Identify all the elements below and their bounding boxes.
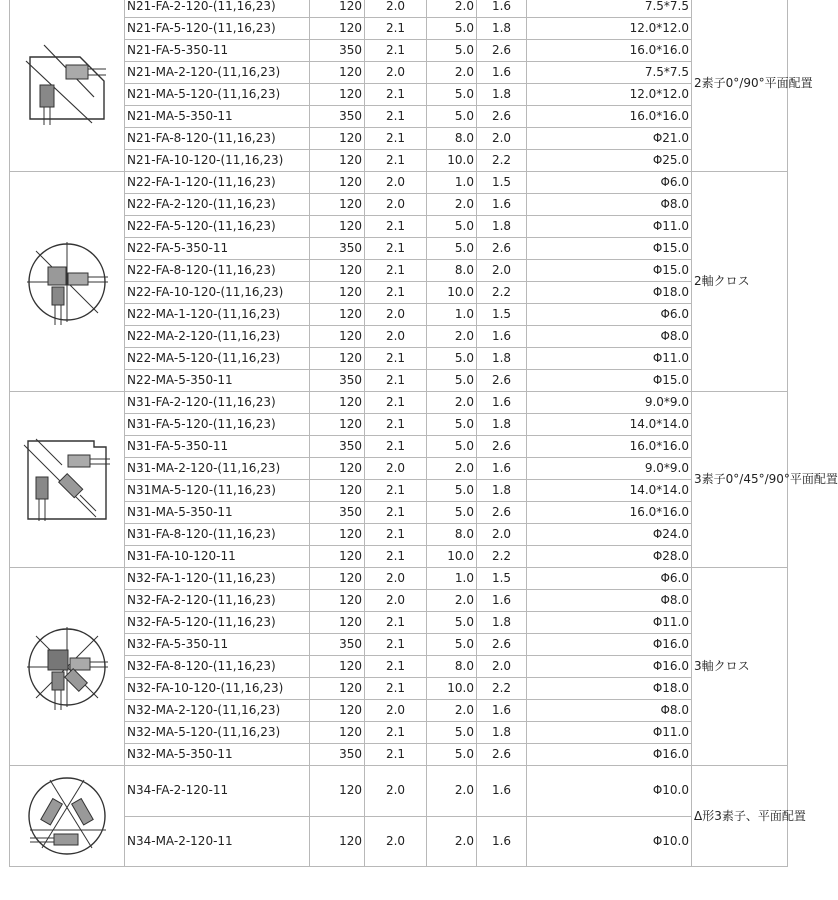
gauge-width: 2.6 [477,634,527,656]
base-size: Φ24.0 [527,524,692,546]
resistance: 350 [310,744,365,766]
resistance: 350 [310,106,365,128]
base-size: Φ8.0 [527,326,692,348]
gauge-factor: 2.1 [365,238,427,260]
gauge-width: 1.8 [477,612,527,634]
table-row [10,106,788,128]
gauge-width: 1.6 [477,194,527,216]
table-row [10,62,788,84]
gauge-width: 1.8 [477,84,527,106]
gauge-factor: 2.1 [365,612,427,634]
resistance: 350 [310,436,365,458]
gauge-width: 1.6 [477,766,527,817]
gauge-length: 5.0 [427,370,477,392]
gauge-factor: 2.0 [365,590,427,612]
base-size: Φ6.0 [527,568,692,590]
table-row [10,656,788,678]
gauge-width: 1.6 [477,62,527,84]
base-size: Φ16.0 [527,744,692,766]
gauge-length: 5.0 [427,40,477,62]
base-size: Φ21.0 [527,128,692,150]
gauge-factor: 2.0 [365,194,427,216]
gauge-width: 2.6 [477,502,527,524]
remark: 3素子0°/45°/90°平面配置 [692,392,788,568]
model-name: N31-FA-5-350-11 [125,436,310,458]
gauge-width: 2.6 [477,744,527,766]
model-name: N31MA-5-120-(11,16,23) [125,480,310,502]
table-row [10,348,788,370]
base-size: 16.0*16.0 [527,40,692,62]
resistance: 120 [310,282,365,304]
resistance: 120 [310,656,365,678]
base-size: Φ11.0 [527,612,692,634]
gauge-length: 5.0 [427,480,477,502]
table-row [10,0,788,18]
base-size: Φ8.0 [527,590,692,612]
gauge-factor: 2.1 [365,656,427,678]
gauge-length: 1.0 [427,568,477,590]
gauge-factor: 2.1 [365,392,427,414]
image-cell [10,766,125,867]
resistance: 120 [310,678,365,700]
gauge-width: 1.6 [477,0,527,18]
gauge-length: 2.0 [427,392,477,414]
gauge-factor: 2.1 [365,634,427,656]
resistance: 350 [310,502,365,524]
gauge-factor: 2.1 [365,678,427,700]
resistance: 120 [310,458,365,480]
gauge-length: 8.0 [427,524,477,546]
gauge-length: 1.0 [427,172,477,194]
gauge-length: 2.0 [427,590,477,612]
gauge-factor: 2.1 [365,106,427,128]
base-size: 9.0*9.0 [527,458,692,480]
gauge-width: 1.6 [477,326,527,348]
base-size: Φ10.0 [527,766,692,817]
resistance: 120 [310,62,365,84]
table-row [10,766,788,817]
gauge-factor: 2.1 [365,282,427,304]
gauge-length: 5.0 [427,84,477,106]
gauge-factor: 2.1 [365,18,427,40]
image-cell [10,392,125,568]
table-row [10,744,788,766]
resistance: 120 [310,766,365,817]
remark: Δ形3素子、平面配置 [692,766,788,867]
gauge-width: 2.6 [477,106,527,128]
gauge-factor: 2.1 [365,744,427,766]
resistance: 120 [310,304,365,326]
resistance: 120 [310,816,365,867]
gauge-length: 5.0 [427,722,477,744]
base-size: Φ6.0 [527,172,692,194]
gauge-factor: 2.0 [365,568,427,590]
gauge-width: 2.2 [477,678,527,700]
model-name: N21-FA-10-120-(11,16,23) [125,150,310,172]
gauge-width: 1.6 [477,392,527,414]
resistance: 120 [310,612,365,634]
table-row [10,40,788,62]
base-size: Φ25.0 [527,150,692,172]
gauge-factor: 2.0 [365,0,427,18]
gauge-length: 10.0 [427,282,477,304]
table-row [10,326,788,348]
table-row [10,816,788,867]
model-name: N31-FA-2-120-(11,16,23) [125,392,310,414]
model-name: N22-MA-2-120-(11,16,23) [125,326,310,348]
gauge-width: 1.8 [477,414,527,436]
resistance: 120 [310,392,365,414]
gauge-length: 2.0 [427,194,477,216]
model-name: N22-FA-5-120-(11,16,23) [125,216,310,238]
base-size: 7.5*7.5 [527,0,692,18]
image-cell [10,172,125,392]
gauge-length: 5.0 [427,612,477,634]
gauge-length: 5.0 [427,436,477,458]
model-name: N22-FA-8-120-(11,16,23) [125,260,310,282]
gauge-width: 2.0 [477,128,527,150]
model-name: N22-MA-5-120-(11,16,23) [125,348,310,370]
base-size: 16.0*16.0 [527,106,692,128]
gauge-length: 10.0 [427,546,477,568]
gauge-length: 10.0 [427,678,477,700]
gauge-width: 2.2 [477,150,527,172]
gauge-factor: 2.1 [365,128,427,150]
resistance: 120 [310,700,365,722]
gauge-length: 5.0 [427,238,477,260]
table-row [10,480,788,502]
table-row [10,458,788,480]
gauge-length: 2.0 [427,700,477,722]
base-size: Φ18.0 [527,282,692,304]
base-size: 9.0*9.0 [527,392,692,414]
model-name: N32-FA-5-350-11 [125,634,310,656]
base-size: Φ18.0 [527,678,692,700]
gauge-length: 8.0 [427,128,477,150]
model-name: N22-FA-5-350-11 [125,238,310,260]
image-cell [10,568,125,766]
resistance: 350 [310,634,365,656]
table-row [10,216,788,238]
model-name: N32-FA-1-120-(11,16,23) [125,568,310,590]
table-row [10,304,788,326]
model-name: N32-FA-10-120-(11,16,23) [125,678,310,700]
gauge-width: 1.8 [477,18,527,40]
resistance: 120 [310,326,365,348]
gauge-factor: 2.1 [365,480,427,502]
model-name: N21-FA-5-120-(11,16,23) [125,18,310,40]
gauge-width: 1.6 [477,458,527,480]
gauge-width: 1.8 [477,722,527,744]
table-row [10,84,788,106]
base-size: 16.0*16.0 [527,502,692,524]
gauge-factor: 2.1 [365,502,427,524]
gauge-factor: 2.0 [365,172,427,194]
table-row [10,568,788,590]
table-row [10,392,788,414]
resistance: 120 [310,194,365,216]
base-size: Φ15.0 [527,370,692,392]
resistance: 120 [310,18,365,40]
gauge-length: 5.0 [427,414,477,436]
gauge-length: 5.0 [427,348,477,370]
gauge-length: 5.0 [427,634,477,656]
table-row [10,700,788,722]
table-row [10,128,788,150]
gauge-factor: 2.0 [365,766,427,817]
gauge-width: 1.8 [477,216,527,238]
model-name: N21-MA-5-350-11 [125,106,310,128]
resistance: 120 [310,568,365,590]
base-size: Φ16.0 [527,656,692,678]
gauge-factor: 2.1 [365,722,427,744]
model-name: N32-MA-5-350-11 [125,744,310,766]
resistance: 120 [310,722,365,744]
gauge-length: 5.0 [427,502,477,524]
image-cell [10,0,125,172]
remark: 2素子0°/90°平面配置 [692,0,788,172]
gauge-width: 2.0 [477,656,527,678]
table-row [10,634,788,656]
gauge-width: 2.6 [477,436,527,458]
model-name: N32-FA-2-120-(11,16,23) [125,590,310,612]
base-size: Φ11.0 [527,722,692,744]
base-size: Φ11.0 [527,216,692,238]
gauge-factor: 2.0 [365,816,427,867]
model-name: N22-MA-1-120-(11,16,23) [125,304,310,326]
table-row [10,414,788,436]
gauge-factor: 2.1 [365,524,427,546]
gauge-length: 2.0 [427,816,477,867]
table-row [10,590,788,612]
resistance: 120 [310,128,365,150]
gauge-factor: 2.0 [365,62,427,84]
gauge-factor: 2.1 [365,260,427,282]
model-name: N31-MA-2-120-(11,16,23) [125,458,310,480]
gauge-factor: 2.1 [365,436,427,458]
model-name: N34-MA-2-120-11 [125,816,310,867]
table-row [10,172,788,194]
resistance: 120 [310,546,365,568]
gauge-factor: 2.0 [365,304,427,326]
gauge-length: 2.0 [427,766,477,817]
table-row [10,502,788,524]
gauge-length: 5.0 [427,744,477,766]
model-name: N32-FA-8-120-(11,16,23) [125,656,310,678]
resistance: 120 [310,84,365,106]
resistance: 120 [310,524,365,546]
gauge-width: 2.6 [477,40,527,62]
model-name: N22-FA-1-120-(11,16,23) [125,172,310,194]
table-row [10,238,788,260]
gauge-width: 1.8 [477,480,527,502]
gauge-width: 1.6 [477,816,527,867]
resistance: 120 [310,150,365,172]
gauge-factor: 2.0 [365,458,427,480]
base-size: 12.0*12.0 [527,18,692,40]
gauge-width: 1.5 [477,172,527,194]
model-name: N22-FA-10-120-(11,16,23) [125,282,310,304]
gauge-width: 1.5 [477,304,527,326]
table-row [10,612,788,634]
model-name: N22-FA-2-120-(11,16,23) [125,194,310,216]
remark: 3軸クロス [692,568,788,766]
model-name: N32-MA-2-120-(11,16,23) [125,700,310,722]
table-row [10,282,788,304]
gauge-width: 1.6 [477,590,527,612]
gauge-width: 2.2 [477,282,527,304]
gauge-length: 8.0 [427,656,477,678]
model-name: N31-FA-10-120-11 [125,546,310,568]
base-size: 12.0*12.0 [527,84,692,106]
table-row [10,18,788,40]
resistance: 120 [310,414,365,436]
gauge-width: 2.0 [477,524,527,546]
base-size: 7.5*7.5 [527,62,692,84]
gauge-length: 2.0 [427,0,477,18]
gauge-width: 1.6 [477,700,527,722]
model-name: N31-MA-5-350-11 [125,502,310,524]
base-size: Φ8.0 [527,194,692,216]
base-size: Φ8.0 [527,700,692,722]
gauge-factor: 2.1 [365,150,427,172]
gauge-length: 8.0 [427,260,477,282]
gauge-length: 5.0 [427,106,477,128]
n32-three-axis-cross-gauge-icon [22,622,112,712]
table-row [10,260,788,282]
resistance: 120 [310,172,365,194]
table-row [10,546,788,568]
model-name: N31-FA-5-120-(11,16,23) [125,414,310,436]
table-row [10,436,788,458]
gauge-factor: 2.1 [365,84,427,106]
base-size: Φ28.0 [527,546,692,568]
base-size: 14.0*14.0 [527,480,692,502]
base-size: 16.0*16.0 [527,436,692,458]
table-row [10,150,788,172]
gauge-width: 2.0 [477,260,527,282]
model-name: N34-FA-2-120-11 [125,766,310,817]
base-size: Φ16.0 [527,634,692,656]
strain-gauge-spec-table [9,0,838,867]
resistance: 120 [310,0,365,18]
gauge-factor: 2.0 [365,700,427,722]
base-size: Φ15.0 [527,238,692,260]
base-size: Φ11.0 [527,348,692,370]
base-size: 14.0*14.0 [527,414,692,436]
resistance: 120 [310,348,365,370]
base-size: Φ10.0 [527,816,692,867]
n21-0-90-planar-gauge-icon [22,39,112,129]
gauge-length: 5.0 [427,216,477,238]
resistance: 120 [310,590,365,612]
table-row [10,678,788,700]
n34-delta-three-element-gauge-icon [22,766,112,866]
table-row [10,524,788,546]
gauge-factor: 2.0 [365,326,427,348]
gauge-length: 2.0 [427,458,477,480]
model-name: N32-FA-5-120-(11,16,23) [125,612,310,634]
resistance: 350 [310,238,365,260]
gauge-factor: 2.1 [365,414,427,436]
gauge-factor: 2.1 [365,370,427,392]
resistance: 120 [310,260,365,282]
model-name: N22-MA-5-350-11 [125,370,310,392]
resistance: 120 [310,480,365,502]
model-name: N21-FA-5-350-11 [125,40,310,62]
n22-two-axis-cross-gauge-icon [22,237,112,327]
gauge-length: 5.0 [427,18,477,40]
gauge-length: 1.0 [427,304,477,326]
gauge-width: 2.6 [477,370,527,392]
gauge-factor: 2.1 [365,216,427,238]
table-row [10,722,788,744]
model-name: N21-MA-2-120-(11,16,23) [125,62,310,84]
resistance: 120 [310,216,365,238]
table-row [10,370,788,392]
gauge-factor: 2.1 [365,40,427,62]
gauge-width: 1.8 [477,348,527,370]
gauge-width: 1.5 [477,568,527,590]
model-name: N31-FA-8-120-(11,16,23) [125,524,310,546]
gauge-width: 2.6 [477,238,527,260]
gauge-factor: 2.1 [365,546,427,568]
resistance: 350 [310,370,365,392]
base-size: Φ6.0 [527,304,692,326]
n31-0-45-90-planar-gauge-icon [22,435,112,525]
gauge-length: 2.0 [427,326,477,348]
table-row [10,194,788,216]
gauge-length: 10.0 [427,150,477,172]
model-name: N32-MA-5-120-(11,16,23) [125,722,310,744]
model-name: N21-FA-2-120-(11,16,23) [125,0,310,18]
gauge-width: 2.2 [477,546,527,568]
model-name: N21-FA-8-120-(11,16,23) [125,128,310,150]
remark: 2軸クロス [692,172,788,392]
gauge-factor: 2.1 [365,348,427,370]
gauge-length: 2.0 [427,62,477,84]
model-name: N21-MA-5-120-(11,16,23) [125,84,310,106]
base-size: Φ15.0 [527,260,692,282]
resistance: 350 [310,40,365,62]
